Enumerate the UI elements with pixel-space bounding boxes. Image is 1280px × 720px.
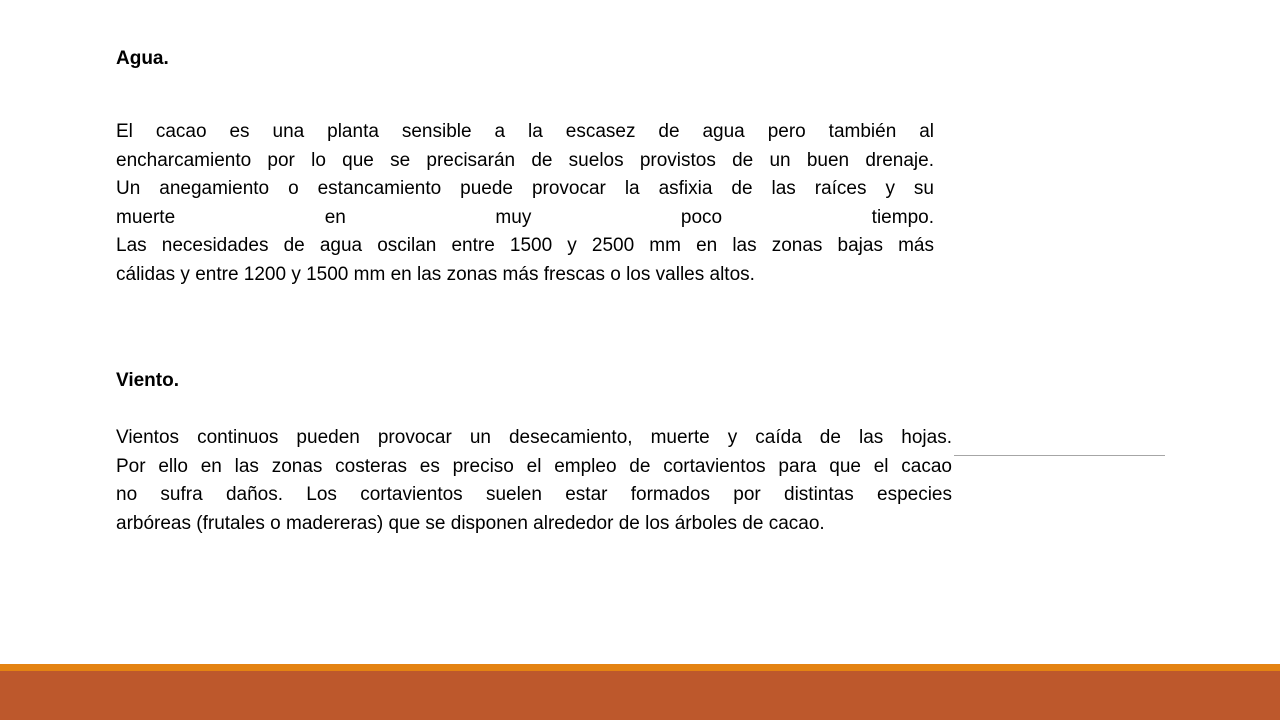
heading-agua: Agua. bbox=[116, 48, 169, 69]
paragraph-viento bbox=[116, 424, 952, 538]
paragraph-line: Vientos continuos pueden provocar un desecamiento, muerte y caída de las hojas. bbox=[116, 427, 952, 448]
footer-accent-stripe bbox=[0, 664, 1280, 671]
paragraph-line: Por ello en las zonas costeras es preciso el empleo de cortavientos para que el cacao bbox=[116, 455, 952, 477]
paragraph-line: Un anegamiento o estancamiento puede provocar la asfixia de las raíces y su bbox=[116, 178, 934, 199]
paragraph-agua bbox=[116, 118, 934, 289]
heading-viento: Viento. bbox=[116, 370, 179, 391]
paragraph-line: muerte en muy poco tiempo. bbox=[116, 206, 934, 228]
footer-bar bbox=[0, 671, 1280, 720]
paragraph-line: encharcamiento por lo que se precisarán de suelos provistos de un buen drenaje. bbox=[116, 149, 934, 171]
paragraph-line: cálidas y entre 1200 y 1500 mm en las zonas más frescas o los valles altos. bbox=[116, 263, 755, 285]
paragraph-line: El cacao es una planta sensible a la escasez de agua pero también al bbox=[116, 121, 934, 142]
paragraph-line: arbóreas (frutales o madereras) que se disponen alrededor de los árboles de cacao. bbox=[116, 512, 825, 534]
horizontal-rule bbox=[954, 455, 1165, 456]
paragraph-line: no sufra daños. Los cortavientos suelen estar formados por distintas especies bbox=[116, 484, 952, 505]
paragraph-line: Las necesidades de agua oscilan entre 1500 y 2500 mm en las zonas bajas más bbox=[116, 235, 934, 256]
